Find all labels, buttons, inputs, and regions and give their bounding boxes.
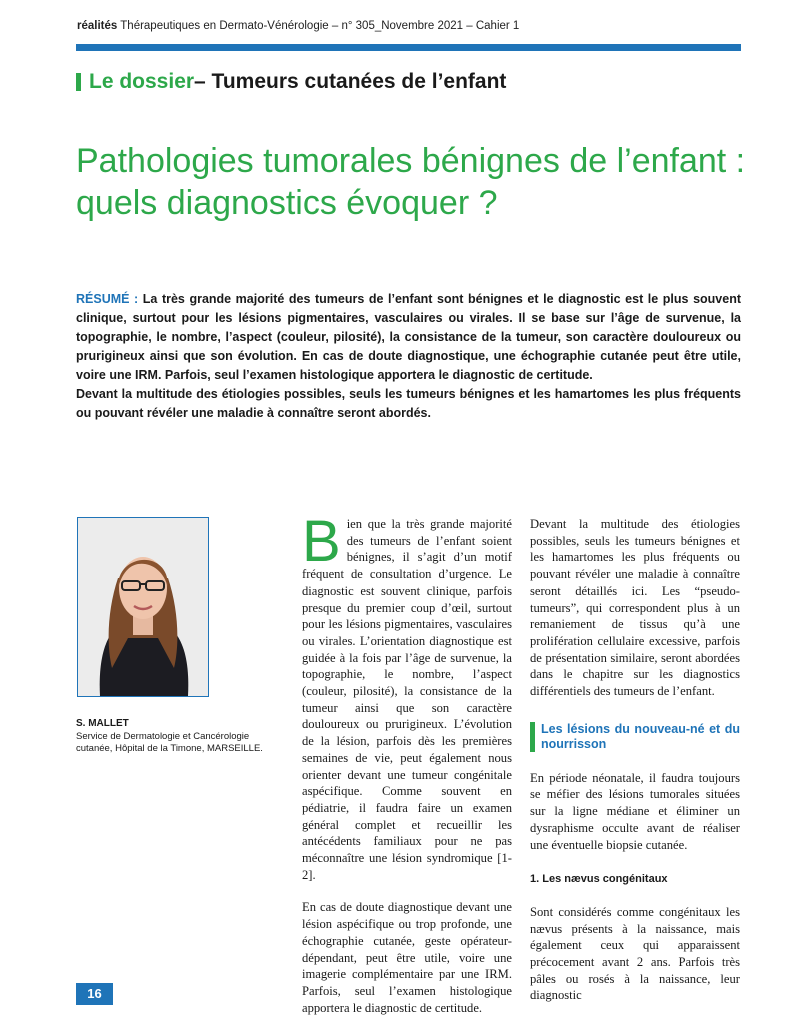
author-photo — [77, 517, 209, 697]
abstract-text-1: La très grande majorité des tumeurs de l’enfant sont bénignes et le diagnostic est le plus souvent clinique, surtout pour les lésions pigmentaires, vasculaires ou virales. Il se base sur l’âge de survenue, la topographie, le nombre, l’aspect (couleur, pilosité), la consistance de la tumeur, son caractère douloureux ou prurigineux ainsi que son évolution. En cas de doute diagnostique, une échographie cutanée peut être utile, voire une IRM. Parfois, seul l’examen histologique apportera le diagnostic de certitude. — [76, 292, 741, 382]
journal-brand: réalités — [77, 20, 118, 32]
green-marker-bar — [530, 722, 535, 752]
page-number: 16 — [76, 983, 113, 1005]
col1-paragraph-2: En cas de doute diagnostique devant une lésion aspécifique ou trop profonde, une échographie cutanée, geste opérateur-dépendant, peut être utile, voire une imagerie complémentaire par une IRM. Parfois, seul l’examen histologique apportera le diagnostic de certitude. — [302, 900, 512, 1015]
abstract — [76, 290, 741, 423]
text-column-1 — [302, 509, 512, 1016]
header-rule — [76, 44, 741, 51]
author-affiliation: Service de Dermatologie et Cancérologie cutanée, Hôpital de la Timone, MARSEILLE. — [76, 730, 263, 754]
col2-paragraph-1: Devant la multitude des étiologies possibles, seuls les tumeurs bénignes et les hamartomes les plus fréquents ou pouvant révéler une maladie à connaître seront détaillés ici. Les “pseudo-tumeurs”, qui correspondent plus à un remaniement de tissus qu’à une prolifération cellulaire excessive, parfois de présentation similaire, seront abordées dans le chapitre sur les diagnostics différentiels des tumeurs de l’enfant. — [530, 517, 740, 699]
dossier-heading — [76, 70, 506, 94]
section-heading-text: Les lésions du nouveau-né et du nourrisson — [541, 721, 740, 751]
dossier-label: Le dossier — [89, 70, 195, 93]
article-title: Pathologies tumorales bénignes de l’enfant : quels diagnostics évoquer ? — [76, 142, 746, 222]
subsection-heading: 1. Les nævus congénitaux — [530, 873, 668, 886]
green-marker-bar — [76, 73, 81, 91]
author-block — [76, 718, 286, 756]
col2-paragraph-3: Sont considérés comme congénitaux les nævus présents à la naissance, mais également ceux qui apparaissent précocement avant 2 ans. Parfois très pâles ou rosés à la naissance, leur diagnostic — [530, 904, 740, 1003]
col2-paragraph-2: En période néonatale, il faudra toujours se méfier des lésions tumorales situées sur la ligne médiane et éliminer un dysraphisme occulte avant de réaliser une éventuelle biopsie cutanée. — [530, 770, 740, 852]
journal-issue: Thérapeutiques en Dermato-Vénérologie – n° 305_Novembre 2021 – Cahier 1 — [117, 20, 520, 32]
drop-cap: B — [302, 509, 341, 574]
author-portrait-image — [78, 518, 208, 696]
author-name: S. MALLET — [76, 718, 129, 729]
text-column-2 — [530, 516, 740, 1004]
running-header — [77, 20, 519, 32]
dossier-topic: – Tumeurs cutanées de l’enfant — [194, 70, 507, 93]
abstract-text-2: Devant la multitude des étiologies possibles, seuls les tumeurs bénignes et les hamartomes les plus fréquents ou pouvant révéler une maladie à connaître seront abordés. — [76, 387, 741, 420]
section-heading — [530, 722, 740, 752]
col1-paragraph-1: ien que la très grande majorité des tumeurs de l’enfant soient bénignes, il s’agit d’un motif fréquent de consultation d’urgence. Le diagnostic est souvent clinique, parfois presque du premier coup d’œil, surtout pour les lésions pigmentaires, vasculaires ou virales. L’orientation diagnostique est guidée à la fois par l’âge de survenue, la topographie, le nombre, l’aspect (couleur, pilosité), la consistance de la tumeur ainsi que son caractère douloureux ou prurigineux. L’évolution de la lésion, parfois dès les premières semaines de vie, peut également nous orienter devant une tumeur congénitale aspécifique. Comme souvent en pédiatrie, il faudra faire un examen général complet et recueillir les antécédents familiaux pour ne pas méconnaître une lésion syndromique [1-2]. — [302, 517, 512, 882]
abstract-label: RÉSUMÉ : — [76, 292, 139, 306]
